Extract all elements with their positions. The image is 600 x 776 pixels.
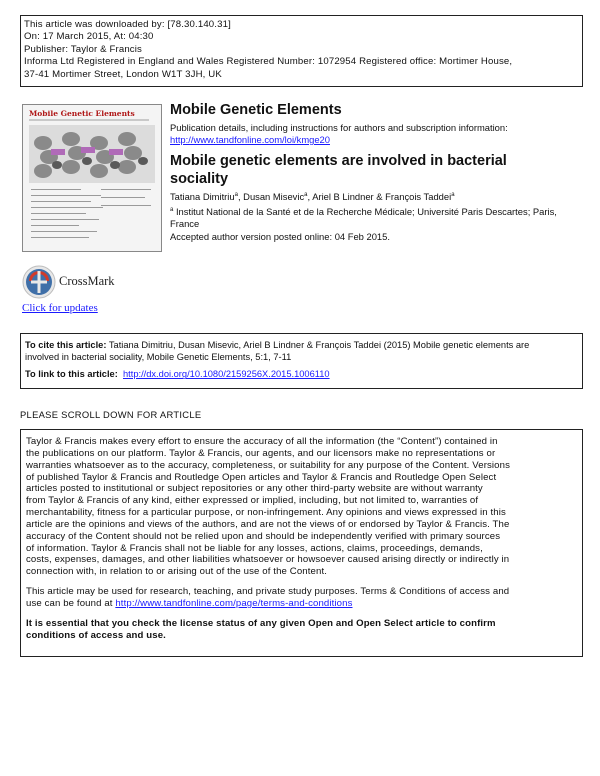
publisher: Publisher: Taylor & Francis [24, 43, 142, 55]
cover-subtitle-bar [29, 119, 149, 121]
disclaimer-paragraph-1 [26, 436, 577, 578]
disclaimer-line: of published Taylor & Francis and Routledge Open articles and Taylor & Francis and Routledge Open Select [26, 471, 497, 483]
disclaimer-line: Taylor & Francis makes every effort to ensure the accuracy of all the information (the “Content”) contained in [26, 436, 498, 447]
disclaimer-line: article are the opinions and views of the authors, and are not the views of or endorsed by Taylor & Francis. The [26, 518, 510, 530]
cover-text-line [31, 189, 81, 190]
author-list: Tatiana Dimitriu$^a$, Dusan Misevic$^a$, Ariel B Lindner & François Taddei$^a$ [170, 191, 455, 202]
affiliation-mark: a [170, 207, 174, 213]
article-title-line2: sociality [170, 171, 229, 187]
disclaimer-line: the publications on our platform. Taylor & Francis, our agents, and our licensors make no representations or [26, 447, 496, 459]
disclaimer-line: from Taylor & Francis of any kind, either expressed or implied, including, but not limited to, warranties of [26, 495, 479, 507]
crossmark-label: CrossMark [59, 274, 115, 288]
article-title [170, 152, 570, 188]
registration-line2: 37-41 Mortimer Street, London W1T 3JH, UK [24, 68, 222, 80]
publication-details-text: Publication details, including instructions for authors and subscription information: [170, 122, 508, 133]
accepted-date: Accepted author version posted online: 04 Feb 2015. [170, 231, 390, 242]
cover-title: Mobile Genetic Elements [29, 109, 135, 118]
author-name: Ariel B Lindner [312, 191, 374, 202]
journal-cover-image [22, 104, 162, 252]
publication-details [170, 122, 508, 146]
cover-text-line [31, 237, 89, 238]
doi-link[interactable]: http://dx.doi.org/10.1080/2159256X.2015.1006110 [122, 369, 330, 380]
affiliation-line2: France [170, 218, 200, 229]
registration-line1: Informa Ltd Registered in England and Wales Registered Number: 1072954 Registered office: Mortimer House, [24, 56, 513, 68]
affiliation [170, 206, 575, 230]
cover-text-line [31, 195, 101, 196]
cover-text-line [101, 197, 145, 198]
cover-text-line [101, 205, 151, 206]
crossmark-badge[interactable] [22, 265, 132, 299]
cover-text-line [31, 231, 97, 232]
author-affil-mark: a [304, 192, 308, 198]
disclaimer-line: costs, expenses, damages, and other liabilities whatsoever or howsoever caused arising directly or indirectly in [26, 554, 510, 566]
license-line1: It is essential that you check the license status of any given Open and Open Select article to confirm [26, 617, 496, 629]
cover-text-line [31, 219, 99, 220]
cover-text-line [31, 213, 86, 214]
author-ampersand: & [376, 191, 383, 202]
cite-text-line2: involved in bacterial sociality, Mobile Genetic Elements, 5:1, 7-11 [25, 352, 292, 363]
cover-text-line [31, 201, 91, 202]
cover-illustration [29, 125, 155, 183]
cover-text-line [101, 189, 151, 190]
click-for-updates-link[interactable]: Click for updates [22, 302, 98, 314]
terms-line1: This article may be used for research, teaching, and private study purposes. Terms & Conditions of access and [26, 586, 510, 598]
disclaimer-line: accuracy of the Content should not be relied upon and should be independently verified with primary sources [26, 530, 501, 542]
disclaimer-line: articles posted to institutional or subject repositories or any other third-party website are without warranty [26, 483, 483, 495]
affiliation-line1: Institut National de la Santé et de la Recherche Médicale; Université Paris Descartes; Paris, [175, 206, 557, 217]
download-date: On: 17 March 2015, At: 04:30 [24, 31, 154, 43]
author-affil-mark: a [234, 192, 238, 198]
journal-url-link[interactable]: http://www.tandfonline.com/loi/kmge20 [170, 134, 330, 145]
cover-text-line [31, 207, 103, 208]
cite-label: To cite this article: [25, 340, 107, 350]
disclaimer-paragraph-3 [26, 618, 577, 642]
terms-conditions-link[interactable]: http://www.tandfonline.com/page/terms-and-conditions [115, 597, 353, 609]
citation-box [20, 333, 583, 389]
license-line2: conditions of access and use. [26, 629, 166, 641]
disclaimer-line: of information. Taylor & Francis shall not be liable for any losses, actions, claims, proceedings, demands, [26, 542, 483, 554]
cover-text-line [31, 225, 79, 226]
disclaimer-line: connection with, in relation to or arising out of the use of the Content. [26, 566, 328, 578]
download-info-box [20, 15, 583, 87]
author-name: François Taddei [385, 191, 452, 202]
journal-name: Mobile Genetic Elements [170, 102, 342, 118]
author-name: Tatiana Dimitriu [170, 191, 235, 202]
download-ip: This article was downloaded by: [78.30.140.31] [24, 19, 231, 30]
disclaimer-paragraph-2 [26, 586, 577, 610]
article-title-line1: Mobile genetic elements are involved in bacterial [170, 153, 507, 169]
crossmark-icon [22, 265, 56, 299]
author-affil-mark: a [451, 192, 455, 198]
disclaimer-box [20, 429, 583, 657]
disclaimer-line: merchantability, fitness for a particular purpose, or non-infringement. Any opinions and views expressed in this [26, 507, 506, 519]
cite-text-line1: Tatiana Dimitriu, Dusan Misevic, Ariel B Lindner & François Taddei (2015) Mobile genetic elements are [108, 340, 530, 350]
terms-prefix: use can be found at [26, 597, 116, 609]
disclaimer-line: warranties whatsoever as to the accuracy, completeness, or suitability for any purpose of the Content. Versions [26, 459, 511, 471]
link-label: To link to this article: [25, 369, 118, 380]
scroll-notice: PLEASE SCROLL DOWN FOR ARTICLE [20, 409, 202, 420]
author-name: Dusan Misevic [243, 191, 305, 202]
